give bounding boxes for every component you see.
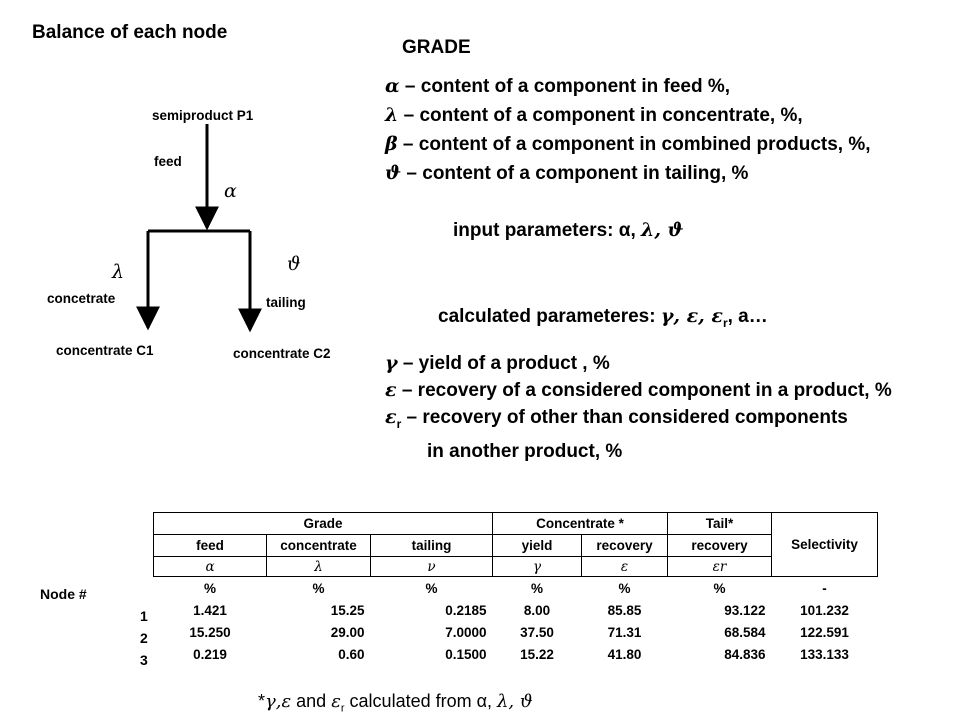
- grade-heading: GRADE: [402, 37, 471, 58]
- footnote-prefix: *: [258, 691, 266, 711]
- cell-tailing: 7.0000: [445, 624, 487, 640]
- table-group-header: [154, 513, 878, 535]
- semiproduct-label: semiproduct P1: [152, 108, 254, 123]
- definition-text: – content of a component in feed %,: [399, 76, 731, 97]
- tailing-label: tailing: [266, 295, 306, 310]
- cell-selectivity: 101.232: [800, 602, 849, 618]
- subheader-recovery: recovery: [582, 535, 668, 557]
- symbol-alpha: α: [154, 557, 267, 577]
- balance-heading: Balance of each node: [32, 22, 228, 43]
- cell-tailing: 0.2185: [445, 602, 487, 618]
- epsilon-r-sub: r: [396, 416, 402, 431]
- table-row: [154, 599, 878, 621]
- unit-cell: %: [425, 580, 438, 596]
- epsilon-r-symbol: ε: [385, 406, 397, 428]
- node-1: 1: [140, 608, 148, 624]
- cell-tailing: 0.1500: [445, 646, 487, 662]
- footnote-epsilon: ε: [331, 691, 341, 712]
- unit-cell: %: [203, 580, 216, 596]
- node-3: 3: [140, 652, 148, 668]
- subheader-feed: feed: [154, 535, 267, 557]
- symbol-epsilon: ε: [582, 557, 668, 577]
- unit-cell: %: [530, 580, 543, 596]
- unit-cell: %: [713, 580, 726, 596]
- concetrate-label: concetrate: [47, 291, 116, 306]
- cell-selectivity: 133.133: [800, 646, 849, 662]
- symbol-lambda: λ: [267, 557, 371, 577]
- node-label: Node #: [40, 586, 87, 602]
- cell-yield: 8.00: [523, 602, 551, 618]
- row-labels: [40, 583, 148, 671]
- cell-yield: 15.22: [520, 646, 554, 662]
- footnote-tail: λ, ϑ: [497, 691, 533, 712]
- balance-table: [153, 512, 878, 665]
- header-grade: Grade: [154, 513, 493, 535]
- unit-cell: -: [822, 580, 827, 596]
- output-text: – recovery of other than considered components: [401, 407, 848, 428]
- lambda-symbol: λ: [385, 104, 399, 126]
- cell-tail-recovery: 68.584: [724, 624, 766, 640]
- calc-params-sub: r: [722, 315, 728, 330]
- definition-text: – content of a component in concentrate, %,: [398, 105, 803, 126]
- table-row: [154, 643, 878, 665]
- output-text: – yield of a product , %: [397, 353, 610, 374]
- lambda-label: λ: [112, 261, 125, 283]
- output-text: – recovery of a considered component in a product, %: [396, 380, 892, 401]
- calc-params-label: calculated parameteres:: [438, 306, 661, 327]
- footnote-symbols: γ,ε: [265, 691, 292, 712]
- definition-text: – content of a component in combined products, %,: [397, 134, 871, 155]
- input-params-label: input parameters: α,: [453, 220, 641, 241]
- subheader-tailing: tailing: [371, 535, 493, 557]
- feed-label: feed: [154, 154, 182, 169]
- input-params-symbols: λ, ϑ: [641, 219, 684, 241]
- cell-recovery: 71.31: [607, 624, 642, 640]
- table-units-row: [154, 577, 878, 600]
- calc-params-symbols: γ, ε, ε: [660, 305, 723, 327]
- beta-symbol: β: [385, 133, 398, 155]
- table-symbol-row: [154, 557, 878, 577]
- cell-concentrate: 0.60: [338, 646, 365, 662]
- cell-concentrate: 29.00: [330, 624, 365, 640]
- epsilon-symbol: ε: [385, 379, 397, 401]
- unit-cell: %: [312, 580, 325, 596]
- cell-concentrate: 15.25: [330, 602, 365, 618]
- header-selectivity: Selectivity: [772, 513, 878, 577]
- cell-feed: 1.421: [193, 602, 227, 618]
- symbol-gamma: γ: [493, 557, 582, 577]
- calc-params-tail: , a…: [727, 306, 768, 327]
- subheader-yield: yield: [493, 535, 582, 557]
- definition-text: – content of a component in tailing, %: [401, 163, 749, 184]
- cell-recovery: 85.85: [607, 602, 642, 618]
- table-row: [154, 621, 878, 643]
- cell-tail-recovery: 84.836: [724, 646, 766, 662]
- subheader-tail-recovery: recovery: [668, 535, 772, 557]
- symbol-epsilon-r: εr: [668, 557, 772, 577]
- footnote-mid: and: [291, 691, 332, 711]
- cell-selectivity: 122.591: [800, 624, 849, 640]
- cell-feed: 15.250: [189, 624, 231, 640]
- footnote: [258, 691, 533, 715]
- theta-symbol: ϑ: [385, 162, 402, 184]
- gamma-symbol: γ: [385, 352, 398, 374]
- c1-label: concentrate C1: [56, 343, 154, 358]
- header-tail: Tail*: [668, 513, 772, 535]
- c2-label: concentrate C2: [233, 346, 331, 361]
- alpha-symbol: α: [385, 75, 400, 97]
- subheader-concentrate: concentrate: [267, 535, 371, 557]
- node-2: 2: [140, 630, 148, 646]
- header-concentrate: Concentrate *: [493, 513, 668, 535]
- table-sub-header: [154, 535, 878, 557]
- cell-yield: 37.50: [520, 624, 554, 640]
- symbol-nu: ν: [371, 557, 493, 577]
- unit-cell: %: [618, 580, 631, 596]
- cell-feed: 0.219: [193, 646, 227, 662]
- cell-recovery: 41.80: [607, 646, 642, 662]
- footnote-suffix: calculated from α,: [344, 691, 498, 711]
- output-continuation: in another product, %: [427, 440, 623, 462]
- theta-label: ϑ: [287, 253, 301, 275]
- footnote-sub: r: [340, 702, 345, 715]
- alpha-label: α: [224, 180, 237, 202]
- cell-tail-recovery: 93.122: [724, 602, 766, 618]
